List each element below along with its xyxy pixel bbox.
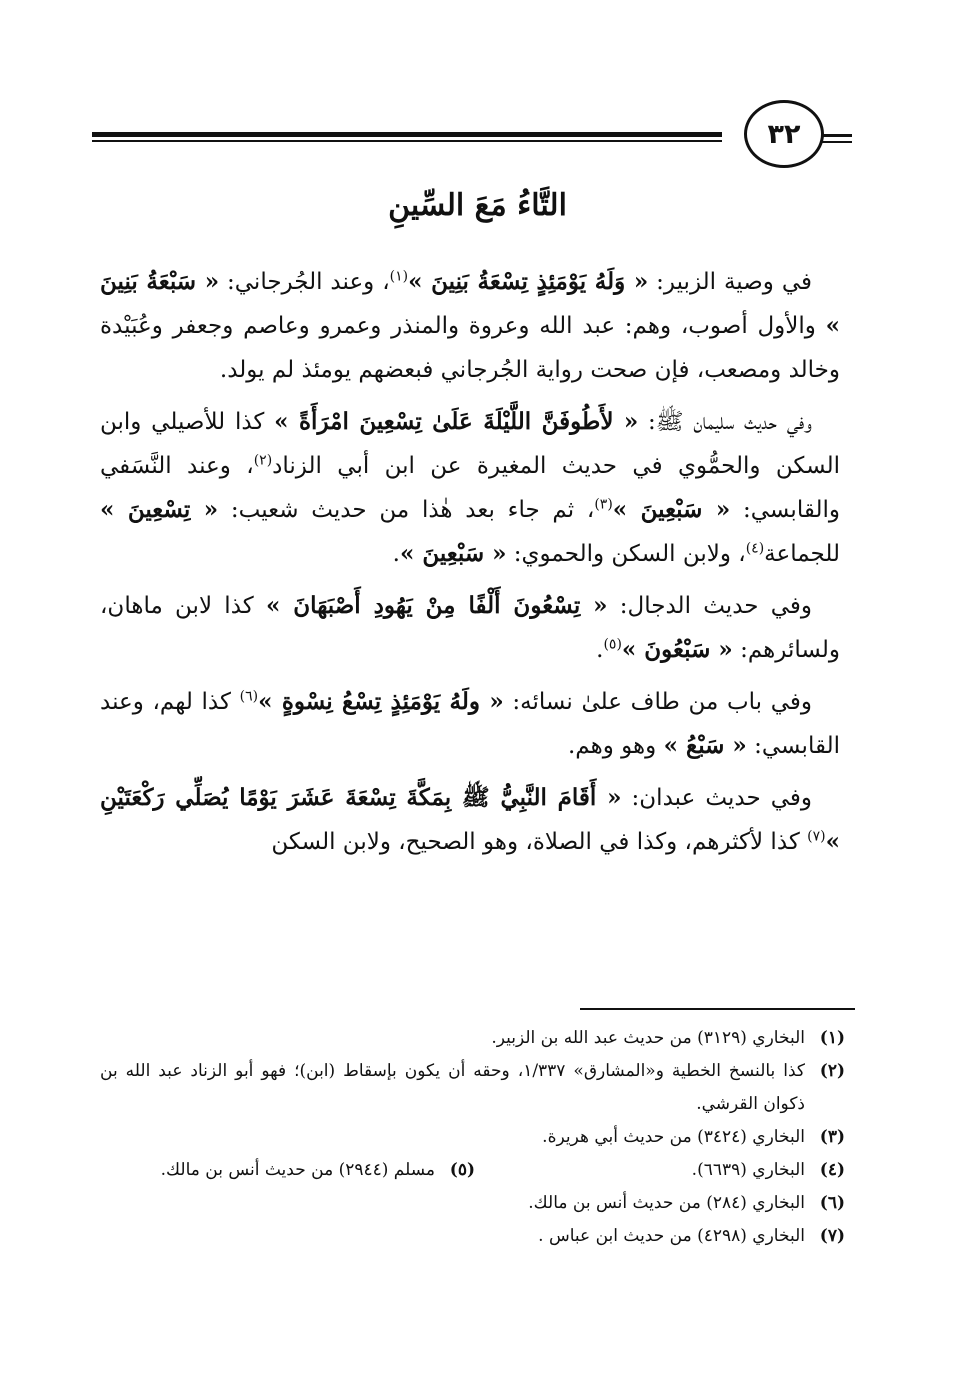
footnote-text: مسلم (٢٩٤٤) من حديث أنس بن مالك. <box>160 1160 435 1180</box>
footnote-7 <box>100 1220 845 1253</box>
text: . <box>392 541 400 567</box>
quote: « سَبْعِينَ » <box>399 540 507 567</box>
text: ، ثم جاء بعد هٰذا من حديث شعيب: <box>218 497 595 523</box>
footnote-6 <box>100 1187 845 1220</box>
quote: « لأَطُوفَنَّ اللَّيْلَةَ عَلَىٰ تِسْعِينَ امْرَأَةً » <box>274 408 639 435</box>
text: وفي باب من طاف علىٰ نسائه: <box>503 689 812 715</box>
footnote-number: (٢) <box>819 1061 845 1081</box>
section-title: التَّاءُ مَعَ السِّينِ <box>388 188 567 223</box>
footnote-text: كذا بالنسخ الخطية و«المشارق» ١/٣٣٧، وحقه أن يكون بإسقاط (ابن)؛ فهو أبو الزناد عبد الله بن ذكوان القرشي. <box>100 1061 805 1114</box>
quote: « سَبْعُونَ » <box>621 636 733 663</box>
paragraph-dajjal <box>100 584 840 672</box>
text: ، وعند النَّسَفي والقابسي: <box>100 453 840 523</box>
footnote-separator <box>580 1008 855 1010</box>
paragraph-abdan <box>100 776 840 864</box>
footnote-number: (٥) <box>449 1160 475 1180</box>
text: . <box>596 637 604 663</box>
quote: « وَلَهُ يَوْمَئِذٍ تِسْعَةُ بَنِينَ » <box>408 268 649 295</box>
footnote-text: البخاري (٤٢٩٨) من حديث ابن عباس . <box>538 1226 805 1246</box>
quote: « أَقَامَ النَّبِيُّ ﷺ بِمَكَّةَ تِسْعَةَ عَشَرَ يَوْمًا يُصَلِّي رَكْعَتَيْنِ » <box>100 784 840 855</box>
footnote-text: البخاري (٦٦٣٩). <box>691 1160 805 1180</box>
footnotes <box>100 1022 845 1253</box>
text: في وصية الزبير: <box>648 269 812 295</box>
footnote-ref[interactable]: (٦) <box>239 688 259 705</box>
footnote-2 <box>100 1055 845 1121</box>
footnote-number: (١) <box>819 1028 845 1048</box>
main-text <box>100 260 840 872</box>
page-header <box>92 100 852 172</box>
footnote-ref[interactable]: (١) <box>389 268 409 285</box>
quote: « سَبْعُ » <box>663 732 747 759</box>
footnote-number: (٤) <box>819 1160 845 1180</box>
text: وفي حديث الدجال: <box>607 593 813 619</box>
text: كذا للأصيلي وابن السكن والحمُّوي في حديث المغيرة عن ابن أبي الزناد <box>100 409 840 479</box>
footnote-3 <box>100 1121 845 1154</box>
paragraph-sulayman <box>100 400 840 576</box>
footnote-5 <box>161 1154 475 1187</box>
footnote-ref[interactable]: (٧) <box>807 828 826 845</box>
text: ، وعند الجُرجاني: <box>219 269 390 295</box>
footnote-1 <box>100 1022 845 1055</box>
footnote-number: (٣) <box>819 1127 845 1147</box>
quote: « تِسْعِينَ » <box>100 496 219 523</box>
text: للجماعة <box>764 541 840 567</box>
text: كذا لهم، وعند القابسي: <box>100 689 840 759</box>
footnote-ref[interactable]: (٢) <box>253 452 273 469</box>
text: وفي حديث عبدان: <box>621 785 813 811</box>
footnote-text: البخاري (٣١٢٩) من حديث عبد الله بن الزبير. <box>491 1028 805 1048</box>
footnote-text: البخاري (٣٤٢٤) من حديث أبي هريرة. <box>542 1127 805 1147</box>
paragraph-nisaihi <box>100 680 840 768</box>
quote: « تِسْعُونَ أَلْفًا مِنْ يَهُودِ أَصْبَهَانَ » <box>265 592 608 619</box>
text: كذا لابن ماهان، ولسائرهم: <box>100 593 840 663</box>
footnote-ref[interactable]: (٣) <box>594 496 613 513</box>
text: والأول أصوب، وهم: عبد الله وعروة والمنذر وعمرو وعاصم وجعفر وعُبَيْدة وخالد ومصعب، فإن صحت رواية الجُرجاني فبعضهم يومئذ لم يولد. <box>100 313 840 383</box>
text: كذا لأكثرهم، وكذا في الصلاة، وهو الصحيح، ولابن السكن <box>271 829 808 855</box>
footnote-ref[interactable]: (٥) <box>603 636 622 653</box>
quote: « ولَهُ يَوْمَئِذٍ تِسْعُ نِسْوةٍ » <box>258 688 504 715</box>
text: وفي حديث سليمان ﷺ: <box>638 409 812 435</box>
paragraph-zubair <box>100 260 840 392</box>
header-rule-thin <box>92 140 722 142</box>
footnote-number: (٦) <box>819 1193 845 1213</box>
footnote-text: البخاري (٢٨٤) من حديث أنس بن مالك. <box>528 1193 805 1213</box>
quote: « سَبْعَةُ بَنِينَ » <box>100 268 840 339</box>
page-number: ٣٢ <box>744 100 824 168</box>
footnote-4 <box>475 1154 845 1187</box>
text: وهو وهم. <box>567 733 664 759</box>
header-rule <box>92 132 722 137</box>
footnote-ref[interactable]: (٤) <box>745 540 765 557</box>
footnote-row-4-5 <box>100 1154 845 1187</box>
footnote-number: (٧) <box>819 1226 845 1246</box>
quote: « سَبْعِينَ » <box>612 496 731 523</box>
text: ، ولابن السكن والحموي: <box>506 541 746 567</box>
